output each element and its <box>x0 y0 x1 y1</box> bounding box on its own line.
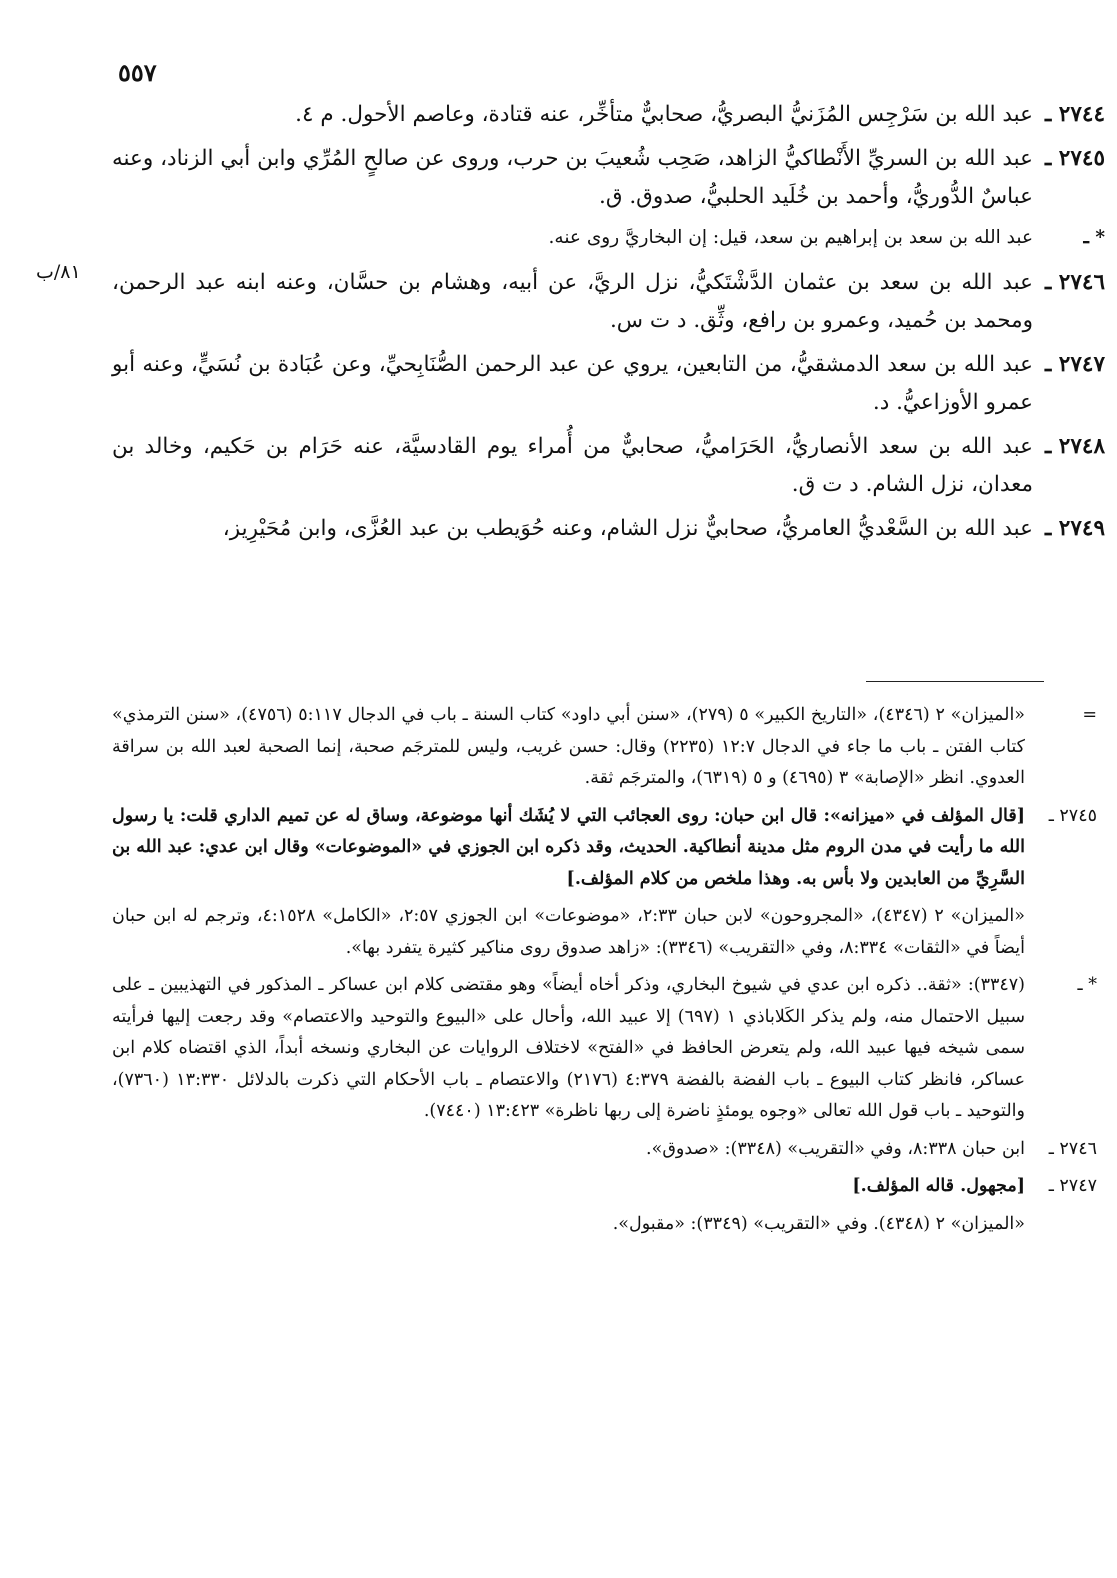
footnotes <box>112 700 1097 1246</box>
entry-number: ٢٧٤٥ ـ <box>1045 146 1105 171</box>
entry-text: عبد الله بن السريِّ الأَنْطاكيُّ الزاهد، صَحِب شُعيبَ بن حرب، وروى عن صالحٍ المُرِّي وابن أبي الزناد، وعنه عباسٌ الدُّوريُّ، وأحمد بن خُلَيد الحلبيُّ، صدوق. ق. <box>112 146 1033 209</box>
note-text: [قال المؤلف في «ميزانه»: قال ابن حبان: روى العجائب التي لا يُشَك أنها موضوعة، وساق له عن تميم الداري قلت: يا رسول الله ما رأيت في مدن الروم مثل مدينة أنطاكية. الحديث، وقد ذكره ابن الجوزي في «الموضوعات» وقال ابن عدي: عبد الله بن السَّرِيِّ من العابدين ولا بأس به. وهذا ملخص من كلام المؤلف.] <box>112 805 1025 889</box>
note-2747 <box>112 1171 1097 1203</box>
entry-starred <box>112 222 1105 254</box>
note-marker: * ـ <box>1077 975 1097 995</box>
entry-text: عبد الله بن سعد بن إبراهيم بن سعد، قيل: إن البخاريَّ روى عنه. <box>548 227 1033 248</box>
note-number: ٢٧٤٦ ـ <box>1048 1138 1097 1159</box>
note-2747-sources <box>112 1209 1097 1241</box>
note-text: «الميزان» ٢ (٤٣٤٦)، «التاريخ الكبير» ٥ (٢٧٩)، «سنن أبي داود» كتاب السنة ـ باب في الدجال ٥:١١٧ (٤٧٥٦)، «سنن الترمذي» كتاب الفتن ـ باب ما جاء في الدجال ١٢:٧ (٢٢٣٥) وقال: حسن غريب، وليس للمترجَم صحبة، إنما الصحبة لعبد الله بن سراقة العدوي. انظر «الإصابة» ٣ (٤٦٩٥) و ٥ (٦٣١٩)، والمترجَم ثقة. <box>112 705 1026 788</box>
entry-number: ٢٧٤٤ ـ <box>1045 102 1105 127</box>
entry-text: عبد الله بن سَرْجِس المُزَنيُّ البصريُّ، صحابيٌّ متأخِّر، عنه قتادة، وعاصم الأحول. م ٤. <box>295 102 1033 127</box>
note-text: [مجهول. قاله المؤلف.] <box>852 1176 1025 1196</box>
entry-text: عبد الله بن سعد بن عثمان الدَّشْتَكيُّ، نزل الريَّ، عن أبيه، وهشام بن حسَّان، وعنه ابنه عبد الرحمن، ومحمد بن حُميد، وعمرو بن رافع، وثِّق. د ت س. <box>112 270 1033 333</box>
entry-number: ٢٧٤٦ ـ <box>1045 270 1105 295</box>
note-text: «الميزان» ٢ (٤٣٤٧)، «المجروحون» لابن حبان ٢:٣٣، «موضوعات» ابن الجوزي ٢:٥٧، «الكامل» ٤:١٥٢٨، وترجم له ابن حبان أيضاً في «الثقات» ٨:٣٣٤، وفي «التقريب» (٣٣٤٦): «زاهد صدوق روى مناكير كثيرة يتفرد بها». <box>112 906 1025 958</box>
main-text <box>112 96 1105 554</box>
entry-number: ٢٧٤٩ ـ <box>1045 516 1105 541</box>
entry-2748 <box>112 428 1105 504</box>
entry-text: عبد الله بن سعد الدمشقيُّ، من التابعين، يروي عن عبد الرحمن الصُّنَابِحيِّ، وعن عُبَادة بن نُسَيٍّ، وعنه أبو عمرو الأوزاعيُّ. د. <box>112 352 1033 415</box>
entry-2746 <box>112 264 1105 340</box>
footnote-separator <box>866 681 1044 682</box>
note-2745 <box>112 801 1097 896</box>
note-text: (٣٣٤٧): «ثقة.. ذكره ابن عدي في شيوخ البخاري، وذكر أخاه أيضاً» وهو مقتضى كلام ابن عساكر ـ المذكور في التهذيبين ـ على سبيل الاحتمال منه، ولم يذكر الكَلاباذي ١ (٦٩٧) إلا عبيد الله، وأحال على «البيوع والتوحيد والاعتصام» وقد رجعت إليها فرأيته سمى شيخه فيها عبيد الله، ولم يتعرض الحافظ في «الفتح» لاختلاف الروايات عن البخاري ونسخه أبداً، الذي اقتضاه كلام ابن عساكر، فانظر كتاب البيوع ـ باب الفضة بالفضة ٤:٣٧٩ (٢١٧٦) والاعتصام ـ باب الأحكام التي ذكرت بالدلائل ١٣:٣٣٠ (٧٣٦٠)، والتوحيد ـ باب قول الله تعالى «وجوه يومئذٍ ناضرة إلى ربها ناظرة» ١٣:٤٢٣ (٧٤٤٠). <box>112 975 1026 1121</box>
note-marker: = <box>1082 705 1098 725</box>
entry-2747 <box>112 346 1105 422</box>
entry-2744 <box>112 96 1105 134</box>
entry-number: ٢٧٤٧ ـ <box>1045 352 1105 377</box>
note-continued <box>112 700 1097 795</box>
entry-text: عبد الله بن سعد الأنصاريُّ، الحَرَاميُّ، صحابيٌّ من أُمراء يوم القادسيَّة، عنه حَرَام بن حَكيم، وخالد بن معدان، نزل الشام. د ت ق. <box>112 434 1033 497</box>
entry-2749 <box>112 510 1105 548</box>
note-starred <box>112 970 1097 1128</box>
entry-number: * ـ <box>1083 227 1105 248</box>
page-number: ٥٥٧ <box>118 58 157 87</box>
margin-folio-reference: ٨١/ب <box>36 261 81 283</box>
note-2746 <box>112 1134 1097 1166</box>
entry-2745 <box>112 140 1105 216</box>
note-number: ٢٧٤٧ ـ <box>1048 1176 1097 1196</box>
note-text: ابن حبان ٨:٣٣٨، وفي «التقريب» (٣٣٤٨): «صدوق». <box>646 1138 1025 1159</box>
note-number: ٢٧٤٥ ـ <box>1048 805 1097 826</box>
entry-text: عبد الله بن السَّعْديُّ العامريُّ، صحابيٌّ نزل الشام، وعنه حُوَيطب بن عبد العُزَّى، وابن مُحَيْرِيز، <box>222 516 1033 541</box>
entry-number: ٢٧٤٨ ـ <box>1045 434 1105 459</box>
note-2745-sources <box>112 901 1097 964</box>
note-text: «الميزان» ٢ (٤٣٤٨). وفي «التقريب» (٣٣٤٩): «مقبول». <box>612 1213 1025 1234</box>
